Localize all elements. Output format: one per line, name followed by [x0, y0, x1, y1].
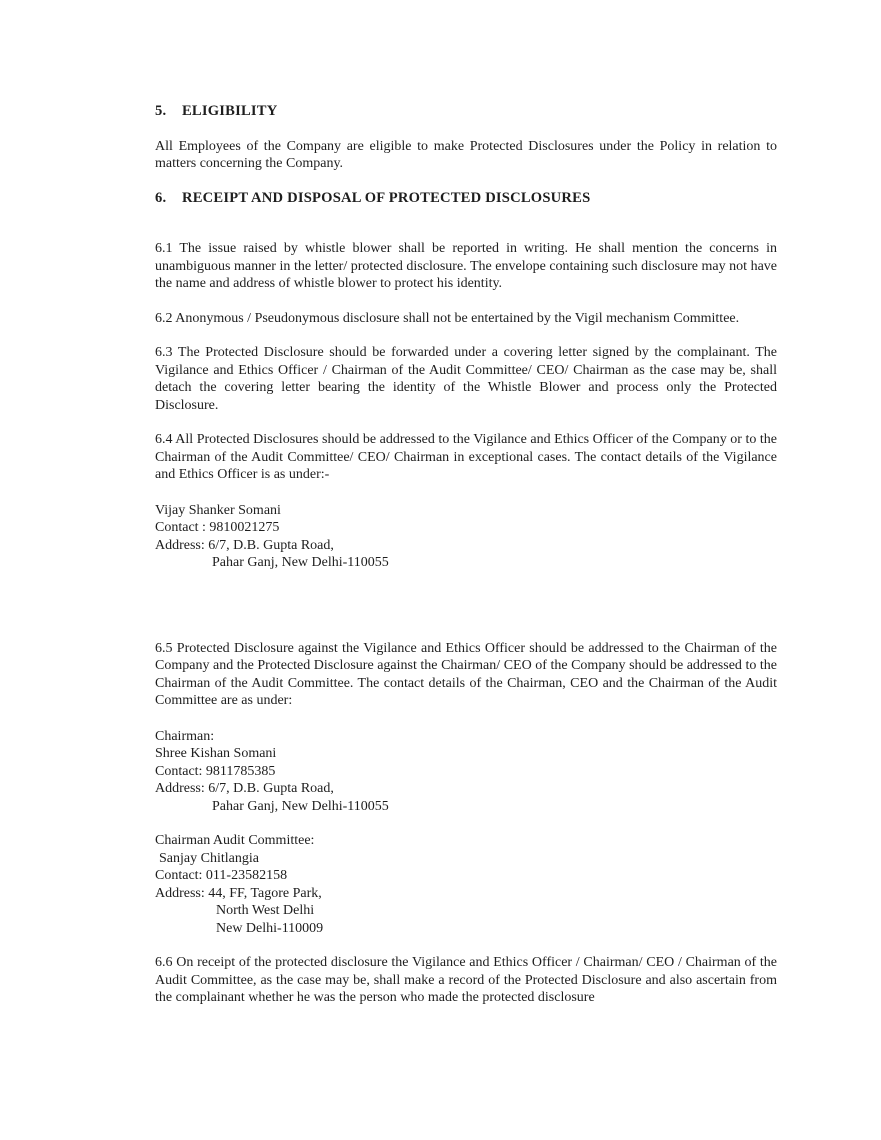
- vigilance-officer-contact-block: [155, 502, 777, 572]
- audit-chairman-address-line1: Address: 44, FF, Tagore Park,: [155, 885, 322, 901]
- section-5-paragraph: All Employees of the Company are eligible to make Protected Disclosures under the Policy in relation to matters concerning the Company.: [155, 138, 777, 171]
- clause-6-3: [155, 344, 777, 414]
- audit-chairman-address-line3: New Delhi-110009: [216, 920, 324, 936]
- vigilance-officer-phone: Contact : 9810021275: [155, 520, 280, 535]
- section-6-heading: [155, 190, 777, 208]
- section-5-number: 5.: [155, 103, 167, 119]
- chairman-contact-block: [155, 728, 777, 816]
- clause-6-1-number: 6.1: [155, 241, 173, 256]
- audit-chairman-phone: Contact: 011-23582158: [155, 868, 288, 883]
- chairman-address-line2: Pahar Ganj, New Delhi-110055: [212, 798, 389, 814]
- section-6-number: 6.: [155, 189, 167, 206]
- audit-chairman-contact-block: [155, 832, 777, 937]
- document-content: [155, 103, 777, 1007]
- chairman-phone: Contact: 9811785385: [155, 763, 276, 779]
- vigilance-officer-address-line1: Address: 6/7, D.B. Gupta Road,: [155, 537, 334, 553]
- section-5-heading: [155, 103, 777, 121]
- section-6-title: RECEIPT AND DISPOSAL OF PROTECTED DISCLOSURES: [182, 189, 591, 206]
- chairman-name: Shree Kishan Somani: [155, 746, 277, 761]
- clause-6-5-number: 6.5: [155, 640, 173, 656]
- chairman-address-line1: Address: 6/7, D.B. Gupta Road,: [155, 781, 334, 796]
- clause-6-5: [155, 640, 777, 710]
- clause-6-4-number: 6.4: [155, 432, 173, 447]
- clause-6-2: [155, 310, 777, 328]
- vigilance-officer-address-line2: Pahar Ganj, New Delhi-110055: [212, 555, 389, 570]
- clause-6-1: [155, 240, 777, 293]
- audit-chairman-address-line2: North West Delhi: [216, 903, 315, 918]
- clause-6-6: [155, 954, 777, 1007]
- clause-6-4-text: All Protected Disclosures should be addressed to the Vigilance and Ethics Officer of the Company or to the Chairman of the Audit Committee/ CEO/ Chairman in exceptional cases. The contact details of the Vigilance and Ethics Officer is as under:-: [155, 432, 777, 482]
- clause-6-3-text: The Protected Disclosure should be forwarded under a covering letter signed by the complainant. The Vigilance and Ethics Officer / Chairman of the Audit Committee/ CEO/ Chairman as the case may be, shall detach the covering letter bearing the identity of the Whistle Blower and process only the Protected Disclosure.: [155, 345, 777, 413]
- clause-6-6-text: On receipt of the protected disclosure the Vigilance and Ethics Officer / Chairman/ CEO / Chairman of the Audit Committee, as the case may be, shall make a record of the Protected Disclosure and also ascertain from the complainant whether he was the person who made the protected disclosure: [155, 955, 777, 1005]
- clause-6-4: [155, 431, 777, 484]
- audit-chairman-label: Chairman Audit Committee:: [155, 833, 315, 848]
- clause-6-6-number: 6.6: [155, 955, 173, 970]
- audit-chairman-name: Sanjay Chitlangia: [159, 850, 259, 866]
- clause-6-2-text: Anonymous / Pseudonymous disclosure shall not be entertained by the Vigil mechanism Committee.: [175, 310, 740, 326]
- clause-6-3-number: 6.3: [155, 345, 173, 360]
- clause-6-2-number: 6.2: [155, 310, 173, 326]
- chairman-label: Chairman:: [155, 728, 215, 744]
- section-5-title: ELIGIBILITY: [182, 103, 278, 119]
- clause-6-1-text: The issue raised by whistle blower shall be reported in writing. He shall mention the concerns in unambiguous manner in the letter/ protected disclosure. The envelope containing such disclosure may not have the name and address of whistle blower to protect his identity.: [155, 241, 777, 291]
- vigilance-officer-name: Vijay Shanker Somani: [155, 502, 281, 518]
- clause-6-5-text: Protected Disclosure against the Vigilance and Ethics Officer should be addressed to the Chairman of the Company and the Protected Disclosure against the Chairman/ CEO of the Company should be addressed to the Chairman of the Audit Committee. The contact details of the Chairman, CEO and the Chairman of the Audit Committee are as under:: [155, 640, 778, 708]
